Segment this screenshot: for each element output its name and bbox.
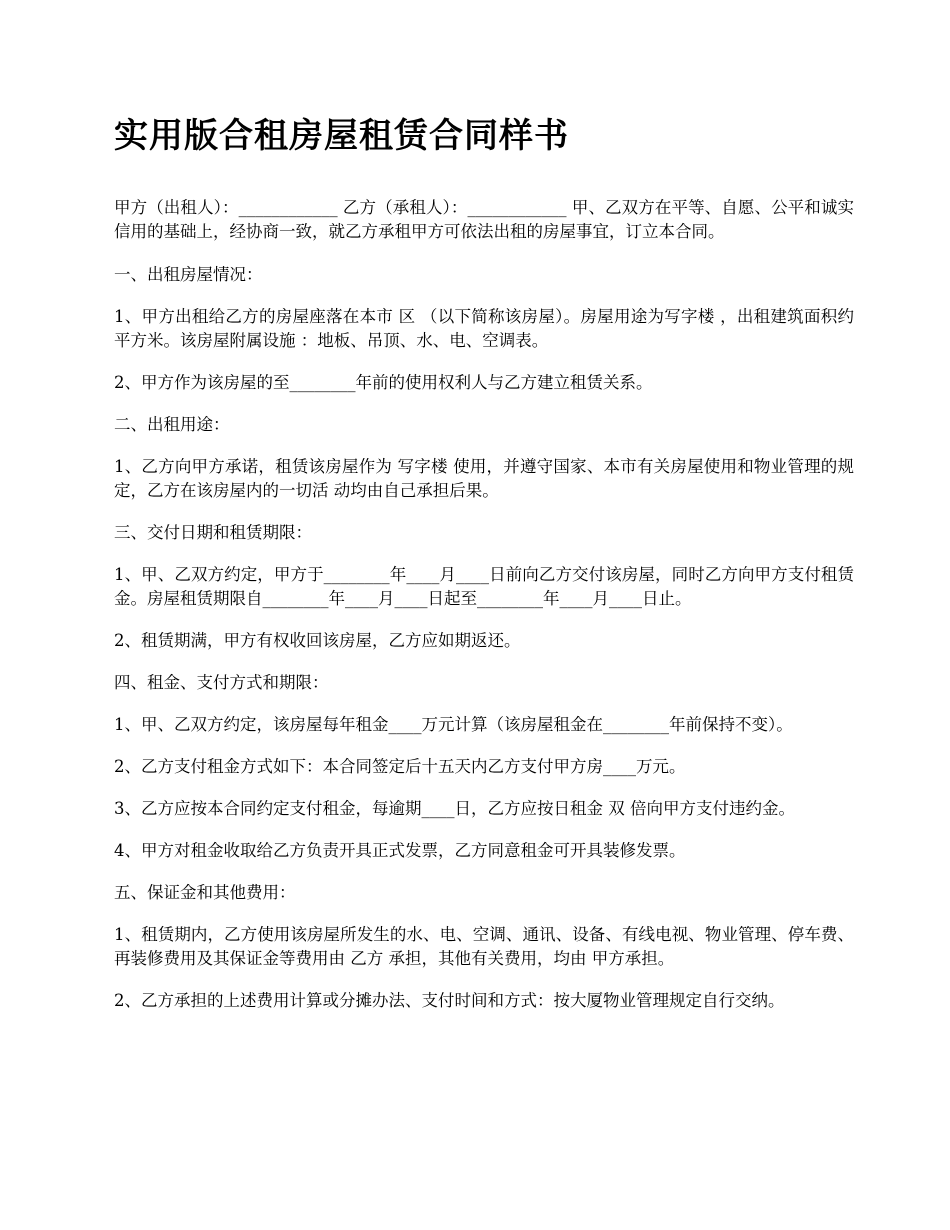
paragraph-2-1: 1、乙方向甲方承诺，租赁该房屋作为 写字楼 使用，并遵守国家、本市有关房屋使用和物业管理的规定，乙方在该房屋内的一切活 动均由自己承担后果。 — [114, 457, 854, 500]
section-heading-1: 一、出租房屋情况： — [114, 265, 263, 284]
paragraph-parties: 甲方（出租人）：____________ 乙方（承租人）：____________ 甲、乙双方在平等、自愿、公平和诚实信用的基础上，经协商一致，就乙方承租甲方可依法出租的房屋事宜，订立本合同。 — [114, 198, 854, 241]
paragraph-4-2: 2、乙方支付租金方式如下：本合同签定后十五天内乙方支付甲方房____万元。 — [114, 757, 686, 776]
paragraph-5-2: 2、乙方承担的上述费用计算或分摊办法、支付时间和方式：按大厦物业管理规定自行交纳。 — [114, 991, 785, 1010]
section-heading-5: 五、保证金和其他费用： — [114, 883, 296, 902]
section-heading-3: 三、交付日期和租赁期限： — [114, 523, 312, 542]
paragraph-1-1: 1、甲方出租给乙方的房屋座落在本市 区 （以下简称该房屋）。房屋用途为写字楼 ，出租建筑面积约 平方米。该房屋附属设施 ：地板、吊顶、水、电、空调表。 — [114, 307, 860, 350]
paragraph-3-2: 2、租赁期满，甲方有权收回该房屋，乙方应如期返还。 — [114, 631, 521, 650]
section-heading-2: 二、出租用途： — [114, 415, 230, 434]
paragraph-5-1: 1、租赁期内，乙方使用该房屋所发生的水、电、空调、通讯、设备、有线电视、物业管理、停车费、再装修费用及其保证金等费用由 乙方 承担，其他有关费用，均由 甲方承担。 — [114, 925, 854, 968]
paragraph-3-1: 1、甲、乙双方约定，甲方于________年____月____日前向乙方交付该房屋，同时乙方向甲方支付租赁金。房屋租赁期限自________年____月____日起至________年____月____日止。 — [114, 565, 854, 608]
document-title: 实用版合租房屋租赁合同样书 — [114, 116, 569, 156]
paragraph-4-4: 4、甲方对租金收取给乙方负责开具正式发票，乙方同意租金可开具装修发票。 — [114, 841, 686, 860]
section-heading-4: 四、租金、支付方式和期限： — [114, 673, 329, 692]
document-page — [114, 112, 860, 1031]
paragraph-1-2: 2、甲方作为该房屋的至________年前的使用权利人与乙方建立租赁关系。 — [114, 373, 653, 392]
paragraph-4-1: 1、甲、乙双方约定，该房屋每年租金____万元计算（该房屋租金在________年前保持不变）。 — [114, 715, 793, 734]
paragraph-4-3: 3、乙方应按本合同约定支付租金，每逾期____日，乙方应按日租金 双 倍向甲方支付违约金。 — [114, 799, 795, 818]
